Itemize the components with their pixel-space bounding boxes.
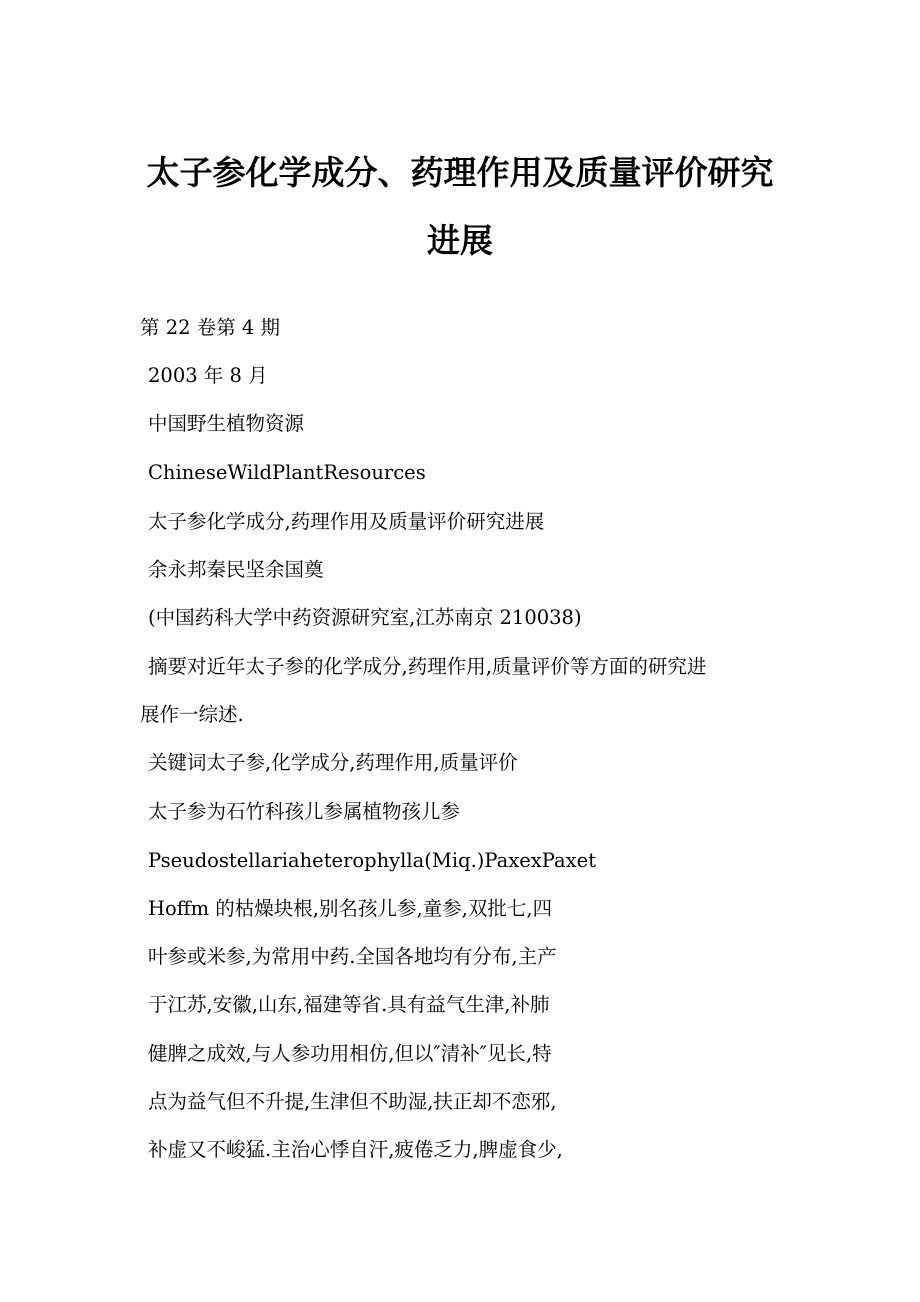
body-line-3: Hoffm 的枯燥块根,别名孩儿参,童参,双批七,四 xyxy=(148,897,553,920)
body-line-8: 补虚又不峻猛.主治心悸自汗,疲倦乏力,脾虚食少, xyxy=(148,1138,563,1161)
body-line-2: Pseudostellariaheterophylla(Miq.)PaxexPaxet xyxy=(148,849,597,872)
body-line-7: 点为益气但不升提,生津但不助湿,扶正却不恋邪, xyxy=(148,1090,557,1113)
document-title xyxy=(100,139,820,275)
volume-issue: 第 22 卷第 4 期 xyxy=(140,316,281,339)
title-line-1: 太子参化学成分、药理作用及质量评价研究 xyxy=(146,153,774,192)
body-line-5: 于江苏,安徽,山东,福建等省.具有益气生津,补肺 xyxy=(148,993,550,1016)
journal-name-cn: 中国野生植物资源 xyxy=(148,412,305,435)
body-line-1: 太子参为石竹科孩儿参属植物孩儿参 xyxy=(148,800,461,823)
authors: 余永邦秦民坚余国奠 xyxy=(148,558,324,581)
article-title: 太子参化学成分,药理作用及质量评价研究进展 xyxy=(148,510,545,533)
body-line-6: 健脾之成效,与人参功用相仿,但以″清补″见长,特 xyxy=(148,1042,552,1065)
abstract-line-1: 摘要对近年太子参的化学成分,药理作用,质量评价等方面的研究进 xyxy=(148,655,707,678)
publication-date: 2003 年 8 月 xyxy=(148,364,268,387)
journal-name-en: ChineseWildPlantResources xyxy=(148,461,426,484)
abstract-line-2: 展作一综述. xyxy=(140,703,244,726)
keywords: 关键词太子参,化学成分,药理作用,质量评价 xyxy=(148,751,518,774)
body-line-4: 叶参或米参,为常用中药.全国各地均有分布,主产 xyxy=(148,945,557,968)
affiliation: (中国药科大学中药资源研究室,江苏南京 210038) xyxy=(148,606,582,629)
title-line-2: 进展 xyxy=(427,221,493,260)
